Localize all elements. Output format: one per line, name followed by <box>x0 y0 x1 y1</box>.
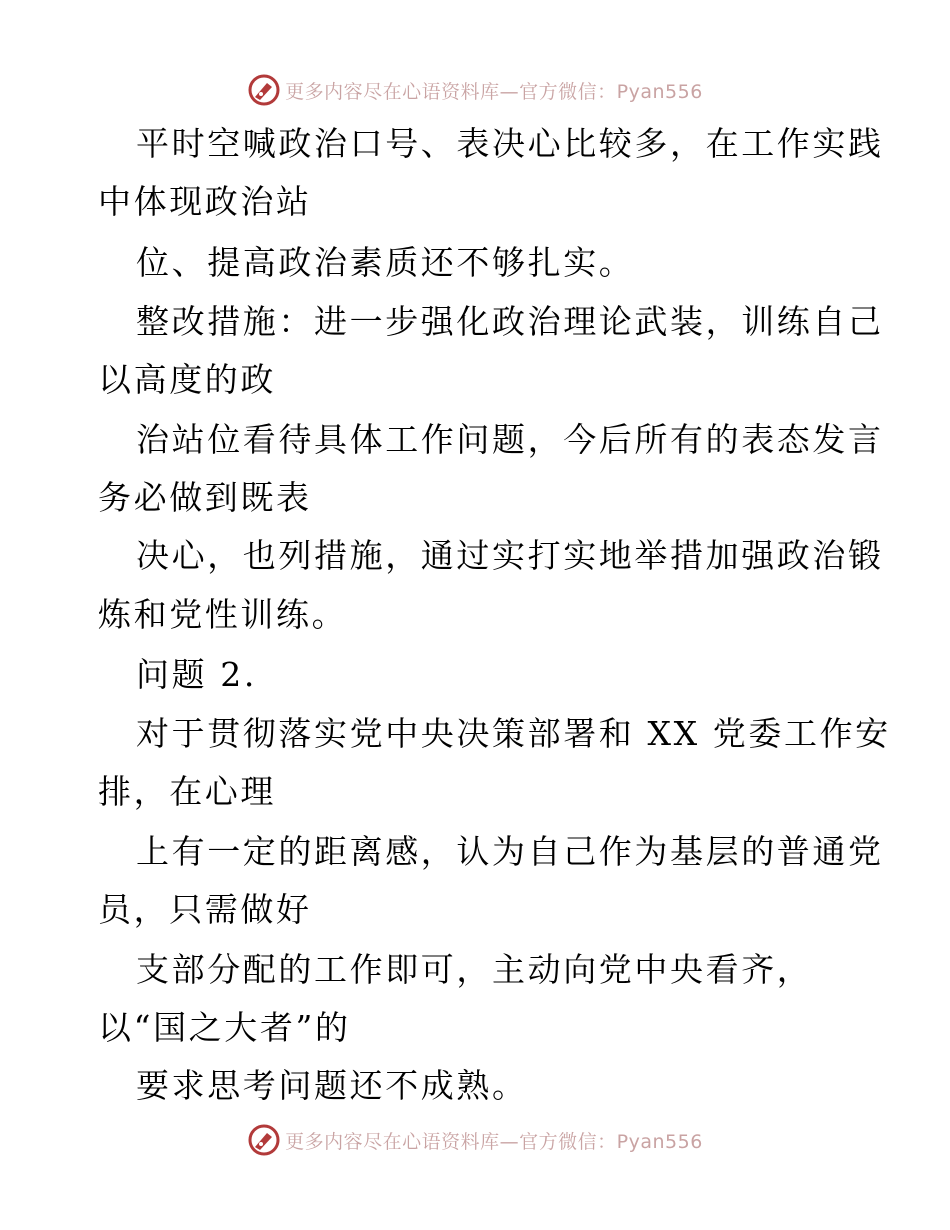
paragraph-line: 对于贯彻落实党中央决策部署和 XX 党委工作安 <box>136 714 891 753</box>
paragraph-line: 支部分配的工作即可，主动向党中央看齐， <box>136 950 813 989</box>
header-banner <box>0 70 950 110</box>
pen-nib-icon <box>247 73 281 107</box>
paragraph-line: 炼和党性训练。 <box>98 595 348 634</box>
paragraph-line: 中体现政治站 <box>98 182 312 221</box>
section-heading: 问题 2. <box>136 655 257 694</box>
paragraph-line: 治站位看待具体工作问题，今后所有的表态发言 <box>136 420 884 459</box>
paragraph-line: 决心，也列措施，通过实打实地举措加强政治锻 <box>136 536 884 575</box>
paragraph-line: 以“国之大者”的 <box>98 1008 351 1047</box>
paragraph-line: 整改措施：进一步强化政治理论武装，训练自己 <box>136 302 884 341</box>
pen-nib-icon <box>247 1123 281 1157</box>
paragraph-line: 位、提高政治素质还不够扎实。 <box>136 243 635 282</box>
paragraph-line: 以高度的政 <box>98 360 276 399</box>
paragraph-line: 务必做到既表 <box>98 478 312 517</box>
banner-text: 更多内容尽在心语资料库—官方微信：Pyan556 <box>285 80 703 103</box>
footer-banner <box>0 1120 950 1160</box>
paragraph-line: 要求思考问题还不成熟。 <box>136 1066 528 1105</box>
paragraph-line: 排，在心理 <box>98 772 276 811</box>
banner-text: 更多内容尽在心语资料库—官方微信：Pyan556 <box>285 1130 703 1153</box>
paragraph-line: 平时空喊政治口号、表决心比较多，在工作实践 <box>136 124 884 163</box>
paragraph-line: 上有一定的距离感，认为自己作为基层的普通党 <box>136 832 884 871</box>
paragraph-line: 员，只需做好 <box>98 890 312 929</box>
